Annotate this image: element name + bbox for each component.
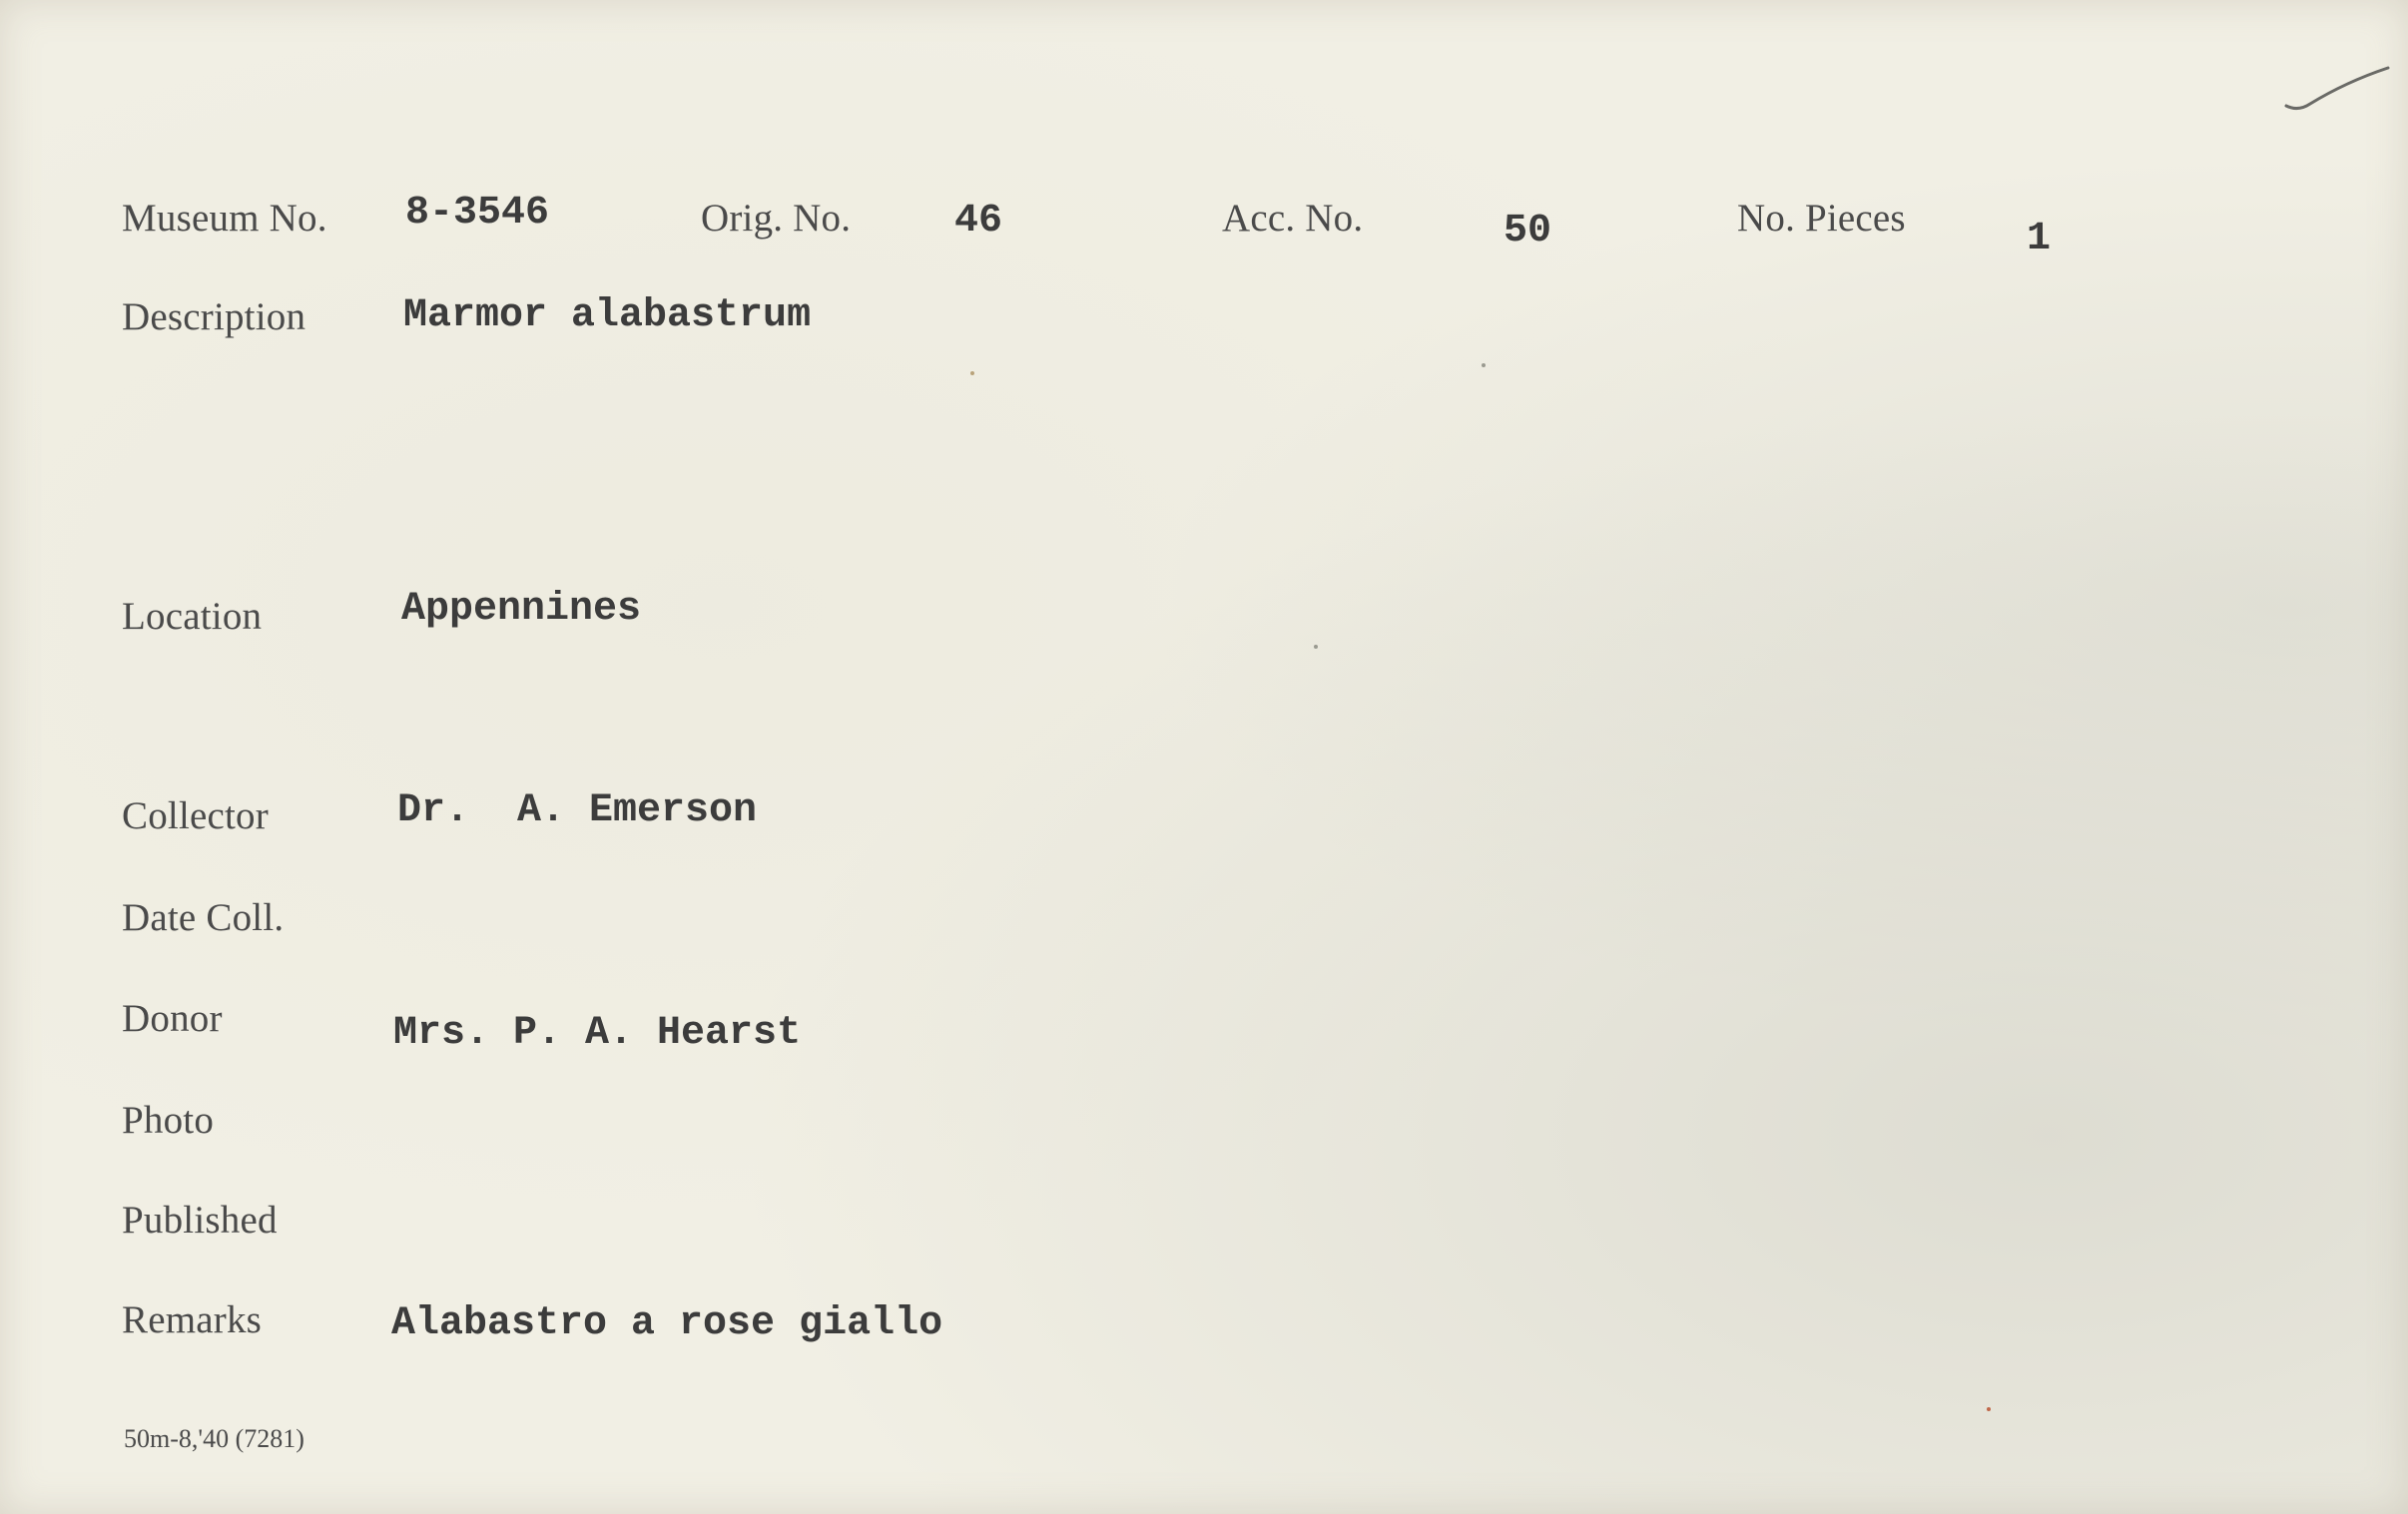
museum-no-value: 8-3546 [405,191,550,236]
orig-no-value: 46 [954,199,1003,244]
paper-speck [1987,1407,1991,1411]
no-pieces-value: 1 [2027,217,2052,261]
date-coll-label: Date Coll. [122,896,285,939]
donor-label: Donor [122,997,223,1040]
donor-value: Mrs. P. A. Hearst [393,1011,802,1056]
description-value: Marmor alabastrum [403,293,812,338]
print-code: 50m-8,'40 (7281) [124,1424,304,1453]
paper-speck [970,371,974,375]
location-label: Location [122,595,263,638]
orig-no-label: Orig. No. [701,197,852,240]
paper-speck [1482,363,1486,367]
description-label: Description [122,295,306,338]
checkmark-icon [2276,60,2396,120]
remarks-label: Remarks [122,1298,263,1341]
location-value: Appennines [401,587,642,632]
remarks-value: Alabastro a rose giallo [391,1301,943,1346]
museum-no-label: Museum No. [122,197,327,240]
published-label: Published [122,1199,278,1242]
acc-no-value: 50 [1504,209,1552,253]
paper-speck [1314,645,1318,649]
collector-label: Collector [122,794,269,837]
acc-no-label: Acc. No. [1222,197,1364,240]
collector-value: Dr. A. Emerson [397,788,758,833]
photo-label: Photo [122,1099,215,1142]
no-pieces-label: No. Pieces [1737,197,1906,240]
